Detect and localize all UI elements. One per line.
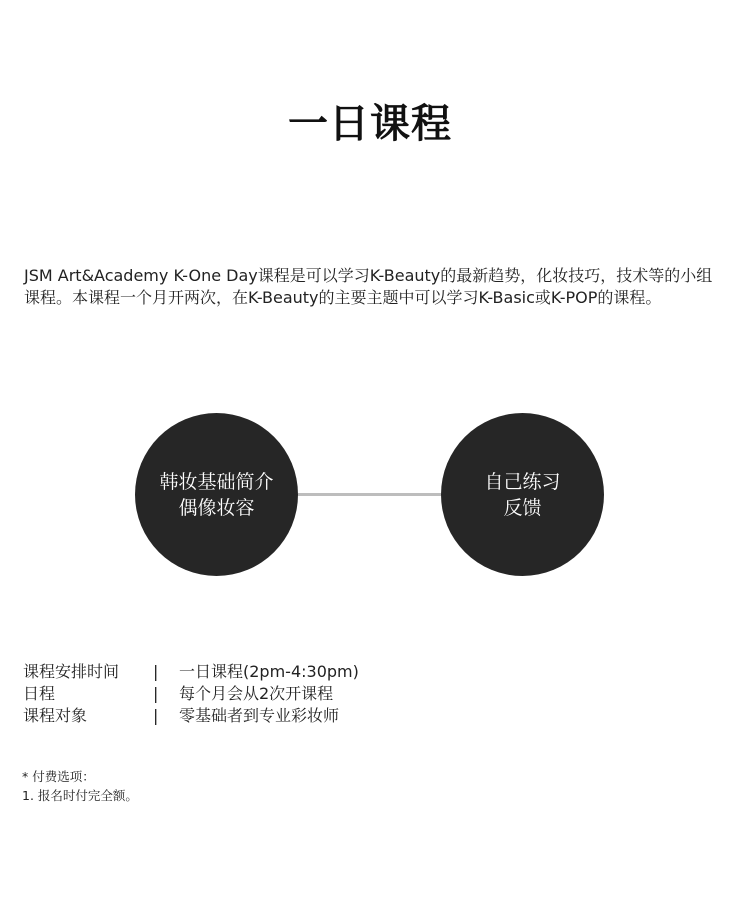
info-separator: | [153,706,159,725]
connector-line [298,493,441,496]
info-label: 课程对象 [23,706,88,725]
info-row-dates [23,683,479,705]
payment-notes [22,767,138,805]
course-intro: JSM Art&Academy K-One Day课程是可以学习K-Beauty的最新趋势，化妆技巧，技术等的小组课程。本课程一个月开两次，在K-Beauty的主要主题中可以学习K-Basic或K-POP的课程。 [24,266,713,307]
course-info-table [23,661,479,727]
info-separator: | [153,684,159,703]
step-circle-basics-line2: 偶像妆容 [178,496,255,519]
info-label: 日程 [23,684,56,703]
info-row-schedule [23,661,479,683]
info-value: 每个月会从2次开课程 [179,684,334,703]
step-circle-practice-line2: 反馈 [503,496,542,519]
step-circle-practice-line1: 自己练习 [484,470,561,493]
step-circle-basics [135,413,298,576]
info-row-audience [23,705,479,727]
payment-notes-item: 1. 报名时付完全额。 [22,788,138,803]
step-circle-basics-line1: 韩妆基础简介 [159,470,274,493]
page-title: 一日课程 [288,101,452,147]
info-separator: | [153,662,159,681]
course-flow-diagram [0,413,740,578]
info-value: 一日课程(2pm-4:30pm) [179,662,359,681]
info-label: 课程安排时间 [23,662,120,681]
step-circle-practice [441,413,604,576]
info-value: 零基础者到专业彩妆师 [179,706,340,725]
payment-notes-heading: * 付费选项： [22,769,95,784]
